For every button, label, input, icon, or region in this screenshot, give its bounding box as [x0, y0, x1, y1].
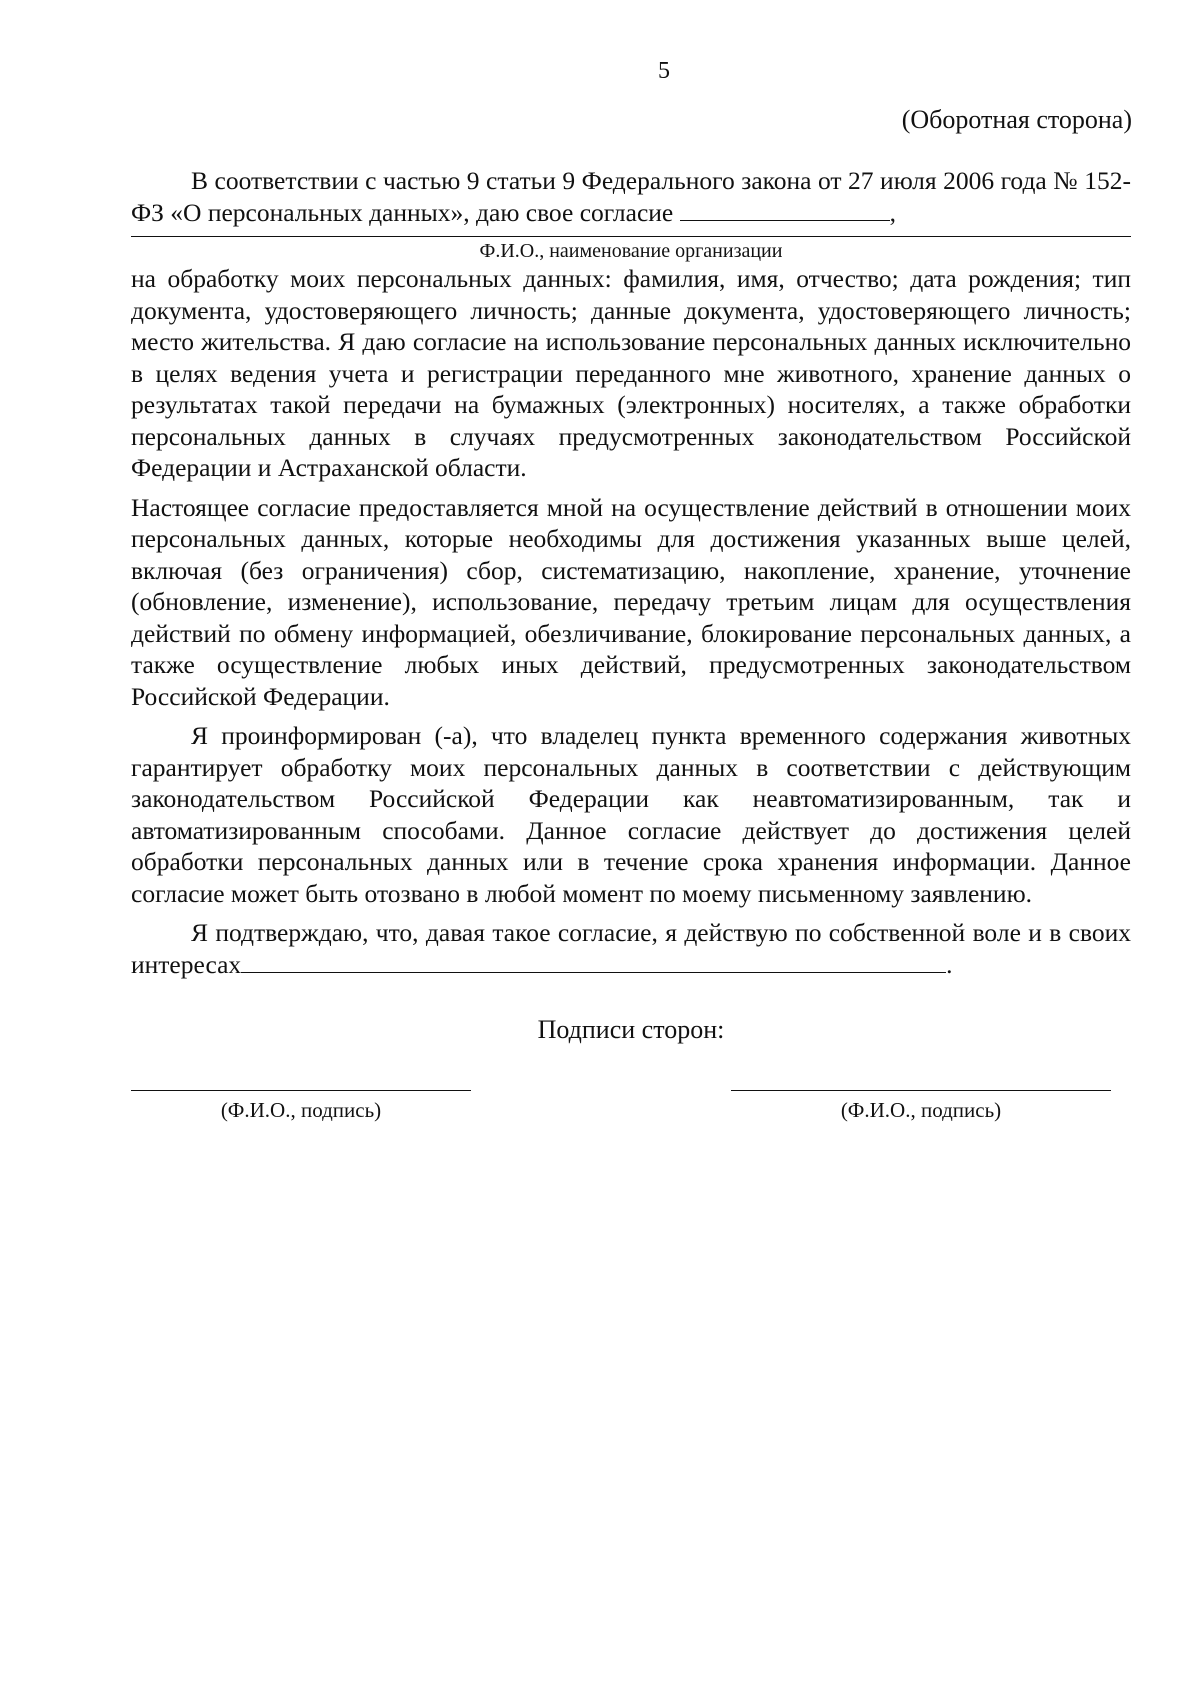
- paragraph-confirmation: [131, 917, 1131, 980]
- paragraph-actions: Настоящее согласие предоставляется мной на осуществление действий в отношении моих персональных данных, которые необходимы для достижения указанных выше целей, включая (без ограничения) сбор, систематизацию, накопление, хранение, уточнение (обновление, изменение), использование, передачу третьим лицам для осуществления действий по обмену информацией, обезличивание, блокирование персональных данных, а также осуществление любых иных действий, предусмотренных законодательством Российской Федерации.: [131, 492, 1131, 711]
- confirmation-period: .: [946, 949, 953, 979]
- signature-row: [131, 1090, 1131, 1170]
- consent-intro: [131, 165, 1131, 228]
- signature-left-caption: (Ф.И.О., подпись): [220, 1097, 382, 1122]
- confirmation-text: Я подтверждаю, что, давая такое согласие, я действую по собственной воле и в своих интересах: [131, 918, 1131, 979]
- consent-intro-comma: ,: [889, 197, 896, 227]
- consent-name-blank[interactable]: [680, 198, 890, 221]
- interests-blank[interactable]: [241, 950, 946, 973]
- page-number: 5: [658, 58, 670, 84]
- signatures-title: Подписи сторон:: [537, 1015, 725, 1044]
- signature-right-line[interactable]: [731, 1090, 1111, 1091]
- signature-left-line[interactable]: [131, 1090, 471, 1091]
- side-label: (Оборотная сторона): [901, 105, 1132, 134]
- signature-right: [731, 1090, 1111, 1123]
- signature-right-caption: (Ф.И.О., подпись): [840, 1097, 1002, 1122]
- signature-left: [131, 1090, 471, 1123]
- paragraph-data-list: на обработку моих персональных данных: фамилия, имя, отчество; дата рождения; тип документа, удостоверяющего личность; данные документа, удостоверяющего личность; место жительства. Я даю согласие на использование персональных данных исключительно в целях ведения учета и регистрации переданного мне животного, хранение данных о результатах такой передачи на бумажных (электронных) носителях, а также обработки персональных данных в случаях предусмотренных законодательством Российской Федерации и Астраханской области.: [131, 264, 1131, 482]
- organization-name-line[interactable]: [131, 236, 1131, 237]
- document-body: [131, 165, 1131, 1170]
- organization-caption: Ф.И.О., наименование организации: [479, 240, 783, 262]
- consent-intro-text: В соответствии с частью 9 статьи 9 Федерального закона от 27 июля 2006 года № 152-ФЗ «О персональных данных», даю свое согласие: [131, 166, 1131, 227]
- paragraph-informed: Я проинформирован (-а), что владелец пункта временного содержания животных гарантирует обработку моих персональных данных в соответствии с действующим законодательством Российской Федерации как неавтоматизированным, так и автоматизированным способами. Данное согласие действует до достижения целей обработки персональных данных или в течение срока хранения информации. Данное согласие может быть отозвано в любой момент по моему письменному заявлению.: [131, 721, 1131, 908]
